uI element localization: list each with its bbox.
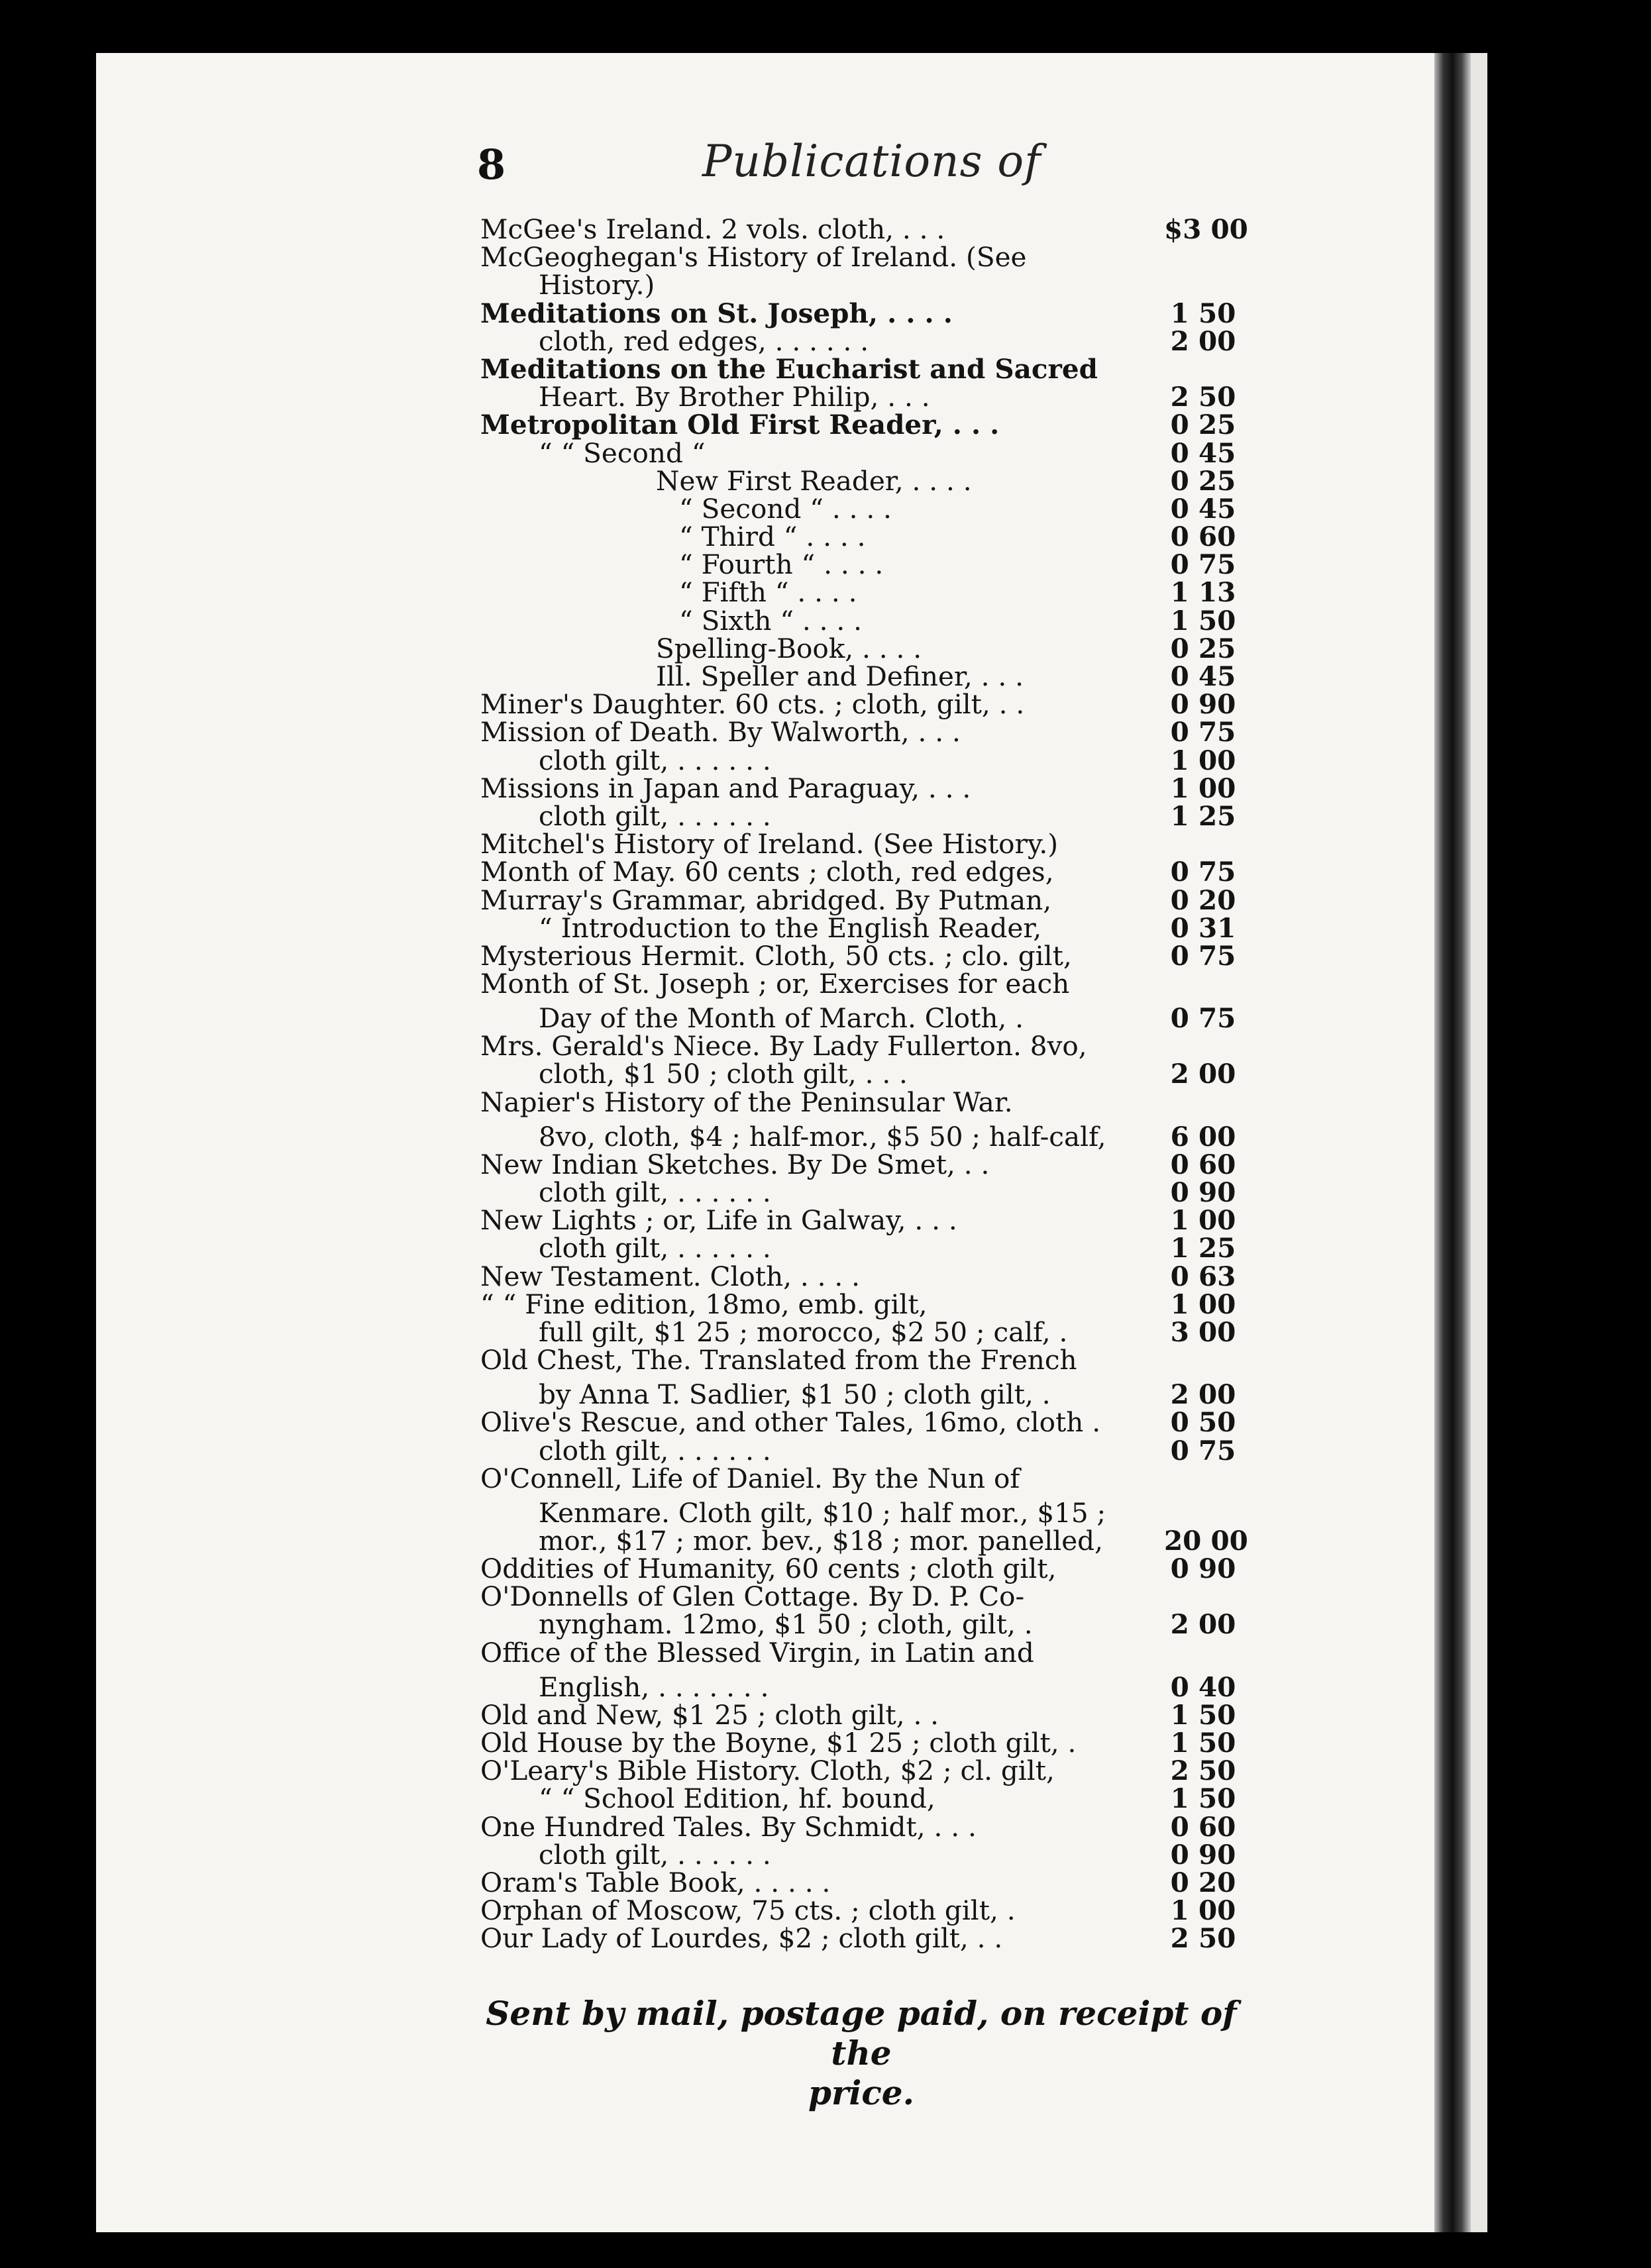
list-item [480,1698,1242,1731]
entry-title: Missions in Japan and Paraguay, . . . [480,772,971,804]
list-item [480,1346,1242,1380]
list-item [480,1729,1242,1757]
list-item [480,1755,1242,1787]
entry-title: Ill. Speller and Definer, . . . [656,660,1024,692]
entry-title: Office of the Blessed Virgin, in Latin and [480,1636,1034,1669]
entry-price: 0 60 [1170,1148,1236,1180]
entry-title: English, . . . . . . . [539,1671,769,1703]
entry-title: Miner's Daughter. 60 cts. ; cloth, gilt, . . [480,688,1025,721]
list-item [480,886,1242,914]
list-item [480,327,1242,355]
book-spine-edge [1471,53,1487,2232]
entry-title: Mrs. Gerald's Niece. By Lady Fullerton. 8vo, [480,1030,1087,1062]
entry-title: Napier's History of the Peninsular War. [480,1086,1013,1118]
entry-title: “ Second “ . . . . [679,492,892,525]
list-item [480,830,1242,858]
mail-notice-line-1: Sent by mail, postage paid, on receipt of the [486,1994,1237,2073]
list-item [480,383,1242,411]
entry-price: 1 00 [1170,1894,1236,1927]
list-item [480,1462,1242,1499]
entry-title: New Lights ; or, Life in Galway, . . . [480,1204,957,1237]
entry-price: 1 50 [1170,604,1236,637]
entry-price: 2 00 [1170,1608,1236,1641]
entry-price: 0 40 [1170,1671,1236,1703]
list-item [480,439,1242,467]
entry-title: Month of May. 60 cents ; cloth, red edges, [480,856,1054,888]
list-item [480,1148,1242,1180]
entry-price: $3 00 [1164,213,1248,245]
entry-title: Mission of Death. By Walworth, . . . [480,716,961,748]
list-item [480,662,1242,690]
list-item [480,1060,1242,1088]
list-item [480,1810,1242,1843]
list-item [480,1524,1248,1557]
entry-price: 0 20 [1170,884,1236,916]
entry-price: 1 50 [1170,297,1236,329]
list-item [480,1580,1242,1613]
list-item [480,1234,1242,1262]
entry-title: Old and New, $1 25 ; cloth gilt, . . [480,1698,939,1731]
list-item [480,492,1242,525]
list-item [480,939,1242,972]
entry-title: mor., $17 ; mor. bev., $18 ; mor. panelled, [539,1524,1103,1557]
list-item [480,1553,1242,1585]
entry-price: 1 25 [1170,799,1236,832]
entry-price: 0 90 [1170,1553,1236,1585]
entry-title: Kenmare. Cloth gilt, $10 ; half mor., $15 ; [539,1496,1106,1529]
entry-title: cloth, red edges, . . . . . . [539,325,869,357]
entry-title: Heart. By Brother Philip, . . . [539,381,930,413]
entry-price: 0 90 [1170,1838,1236,1871]
entry-title: cloth gilt, . . . . . . [539,1838,771,1871]
entry-price: 2 00 [1170,1378,1236,1411]
list-item [480,1838,1242,1871]
list-item [480,1120,1242,1153]
entry-title: Meditations on the Eucharist and Sacred [480,352,1098,385]
list-item [480,632,1242,664]
entry-title: cloth gilt, . . . . . . [539,1232,771,1264]
entry-price: 0 45 [1170,437,1236,469]
entry-title: Old House by the Boyne, $1 25 ; cloth gilt, . [480,1727,1077,1759]
list-item [480,1378,1242,1411]
entry-title: cloth gilt, . . . . . . [539,744,771,776]
list-item [480,1088,1242,1123]
entry-price: 0 90 [1170,1176,1236,1208]
list-item [480,799,1242,832]
list-item [480,604,1242,637]
list-item [480,1434,1242,1467]
list-item [480,1260,1242,1292]
mail-notice [464,1994,1259,2113]
entry-price: 0 75 [1170,1002,1236,1035]
list-item [480,1782,1242,1815]
entry-price: 1 00 [1170,772,1236,804]
entry-price: 0 75 [1170,856,1236,888]
entry-price: 2 50 [1170,381,1236,413]
entry-price: 1 25 [1170,1232,1236,1264]
entry-price: 1 50 [1170,1727,1236,1759]
entry-price: 0 75 [1170,716,1236,748]
entry-title: “ Introduction to the English Reader, [539,911,1042,944]
entry-price: 0 25 [1170,464,1236,497]
entry-title: New First Reader, . . . . [656,464,972,497]
list-item [480,213,1248,245]
entry-price: 6 00 [1170,1120,1236,1153]
entry-price: 0 45 [1170,660,1236,692]
entry-title: Mysterious Hermit. Cloth, 50 cts. ; clo. gilt, [480,939,1072,972]
list-item [480,1204,1242,1237]
entry-title: cloth gilt, . . . . . . [539,799,771,832]
entry-price: 1 00 [1170,1204,1236,1237]
list-item [480,858,1242,886]
list-item [480,548,1242,581]
list-item [480,576,1242,609]
entry-price: 0 75 [1170,939,1236,972]
list-item [480,744,1242,776]
list-item [480,1032,1242,1060]
entry-price: 0 60 [1170,1810,1236,1843]
entry-title: “ “ Fine edition, 18mo, emb. gilt, [480,1288,928,1320]
entry-title: nyngham. 12mo, $1 50 ; cloth, gilt, . [539,1608,1033,1641]
entry-price: 0 45 [1170,492,1236,525]
entry-title: Day of the Month of March. Cloth, . [539,1002,1024,1035]
entry-title: McGee's Ireland. 2 vols. cloth, . . . [480,213,945,245]
entry-price: 0 25 [1170,632,1236,664]
entry-title: “ Third “ . . . . [679,521,866,553]
list-item [480,911,1242,944]
entry-price: 0 20 [1170,1866,1236,1898]
list-item [480,1406,1242,1439]
entry-price: 2 00 [1170,1058,1236,1090]
list-item [480,1922,1242,1955]
entry-title: Our Lady of Lourdes, $2 ; cloth gilt, . . [480,1922,1003,1955]
entry-price: 0 75 [1170,1434,1236,1467]
entry-title: Month of St. Joseph ; or, Exercises for each [480,968,1070,1000]
entry-title: by Anna T. Sadlier, $1 50 ; cloth gilt, . [539,1378,1051,1411]
entry-title: O'Leary's Bible History. Cloth, $2 ; cl. gilt, [480,1755,1055,1787]
running-title: Publications of [702,136,1041,187]
entry-price: 1 00 [1170,1288,1236,1320]
entry-price: 20 00 [1164,1524,1248,1557]
list-item [480,409,1242,441]
entry-price: 0 50 [1170,1406,1236,1439]
entry-price: 1 50 [1170,1698,1236,1731]
entry-title: full gilt, $1 25 ; morocco, $2 50 ; calf, . [539,1315,1068,1348]
entry-title: Metropolitan Old First Reader, . . . [480,409,1000,441]
entry-title: “ Fourth “ . . . . [679,548,884,581]
list-item [480,352,1242,385]
entry-price: 0 31 [1170,911,1236,944]
entry-price: 1 50 [1170,1782,1236,1815]
list-item [480,1673,1242,1701]
entry-title: Mitchel's History of Ireland. (See History.) [480,828,1059,860]
entry-title: cloth gilt, . . . . . . [539,1434,771,1467]
entry-title: New Indian Sketches. By De Smet, . . [480,1148,990,1180]
entry-title: Old Chest, The. Translated from the French [480,1344,1077,1376]
entry-price: 2 00 [1170,325,1236,357]
list-item [480,1178,1242,1206]
list-item [480,1866,1242,1898]
list-item [480,1290,1242,1318]
list-item [480,521,1242,553]
entry-price: 0 63 [1170,1260,1236,1292]
entry-title: Oram's Table Book, . . . . . [480,1866,831,1898]
entry-title: Spelling-Book, . . . . [656,632,922,664]
entry-title: cloth, $1 50 ; cloth gilt, . . . [539,1058,908,1090]
entry-price: 0 60 [1170,521,1236,553]
entry-title: McGeoghegan's History of Ireland. (See [480,241,1027,274]
page-number: 8 [477,140,506,189]
entry-title: O'Connell, Life of Daniel. By the Nun of [480,1462,1020,1494]
list-item [480,299,1242,327]
entry-price: 2 50 [1170,1755,1236,1787]
list-item [480,1636,1242,1673]
entry-price: 0 75 [1170,548,1236,581]
entry-title: Meditations on St. Joseph, . . . . [480,297,953,329]
entry-title: Orphan of Moscow, 75 cts. ; cloth gilt, . [480,1894,1016,1927]
list-item [480,970,1242,1004]
entry-title: cloth gilt, . . . . . . [539,1176,771,1208]
entry-title: Oddities of Humanity, 60 cents ; cloth gilt, [480,1553,1057,1585]
entry-title: “ Sixth “ . . . . [679,604,863,637]
entry-title: New Testament. Cloth, . . . . [480,1260,861,1292]
mail-notice-line-2: price. [808,2073,914,2112]
entry-title: Olive's Rescue, and other Tales, 16mo, cloth . [480,1406,1101,1439]
entry-price: 0 25 [1170,409,1236,441]
book-spine-shadow [1434,53,1471,2232]
publication-list [480,213,1248,1955]
list-item [480,1002,1242,1035]
list-item [480,718,1242,746]
entry-price: 3 00 [1170,1315,1236,1348]
list-item [480,1496,1242,1529]
list-item [480,1315,1242,1348]
entry-price: 1 00 [1170,744,1236,776]
entry-price: 1 13 [1170,576,1236,609]
list-item [480,774,1242,802]
entry-title: “ “ School Edition, hf. bound, [539,1782,935,1815]
list-item [480,688,1242,721]
entry-title: History.) [539,269,655,301]
entry-title: Murray's Grammar, abridged. By Putman, [480,884,1052,916]
entry-title: “ “ Second “ [539,437,706,469]
list-item [480,464,1242,497]
entry-title: One Hundred Tales. By Schmidt, . . . [480,1810,977,1843]
entry-price: 0 90 [1170,688,1236,721]
list-item [480,1608,1242,1641]
entry-title: O'Donnells of Glen Cottage. By D. P. Co- [480,1580,1025,1613]
list-item [480,241,1242,274]
list-item [480,1894,1242,1927]
list-item [480,271,1242,299]
entry-title: 8vo, cloth, $4 ; half-mor., $5 50 ; half-calf, [539,1120,1106,1153]
entry-price: 2 50 [1170,1922,1236,1955]
entry-title: “ Fifth “ . . . . [679,576,857,609]
